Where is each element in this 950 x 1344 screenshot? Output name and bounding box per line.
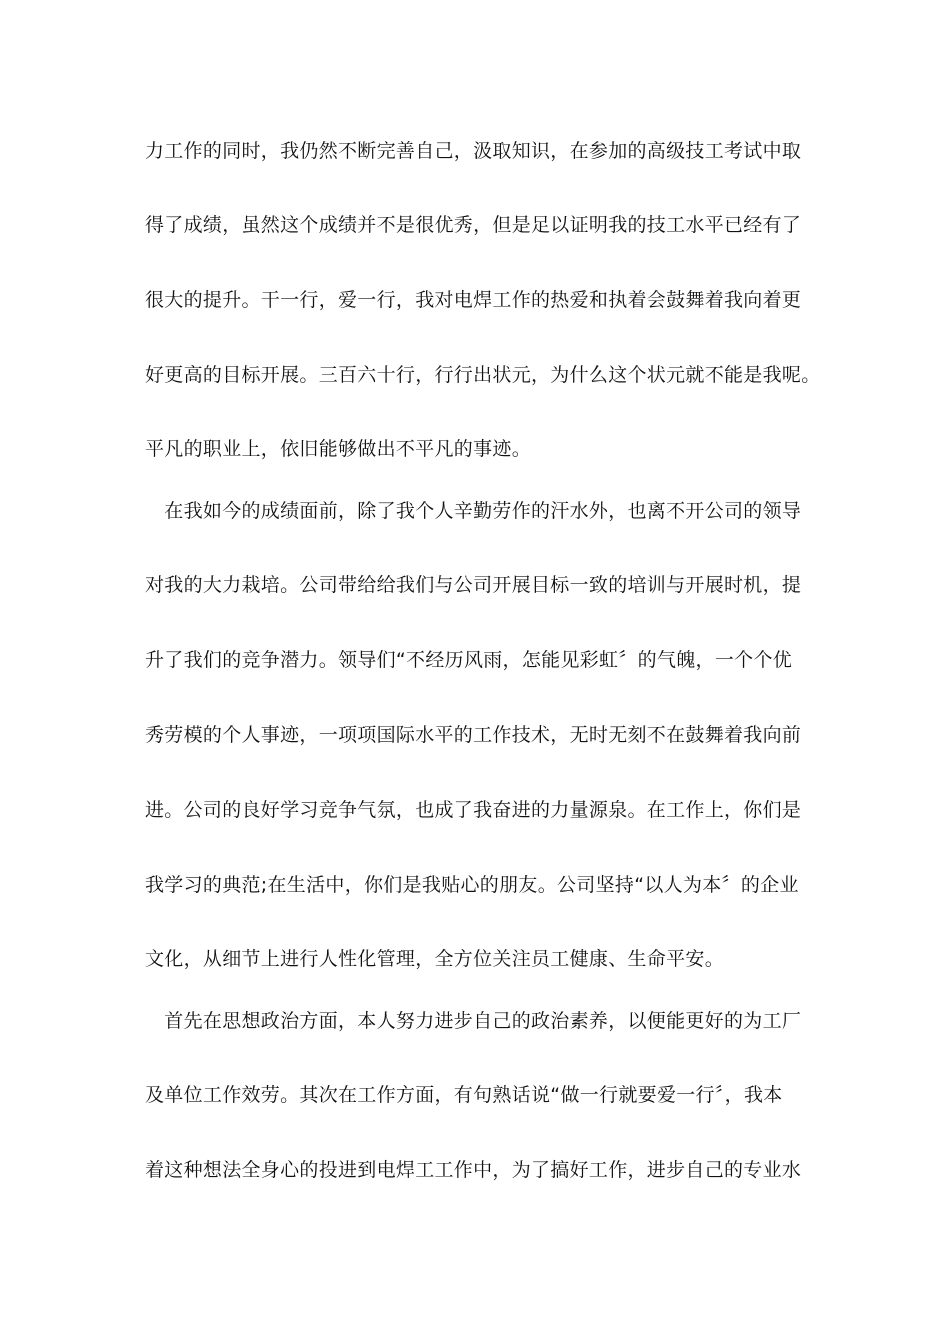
text-line: 进。公司的良好学习竞争气氛，也成了我奋进的力量源泉。在工作上，你们是 xyxy=(145,799,802,821)
text-line: 很大的提升。干一行，爱一行，我对电焊工作的热爱和执着会鼓舞着我向着更 xyxy=(145,289,802,311)
text-line: 着这种想法全身心的投进到电焊工工作中，为了搞好工作，进步自己的专业水 xyxy=(145,1159,802,1181)
text-line: 在我如今的成绩面前，除了我个人辛勤劳作的汗水外，也离不开公司的领导 xyxy=(145,500,802,522)
text-line: 秀劳模的个人事迹，一项项国际水平的工作技术，无时无刻不在鼓舞着我向前 xyxy=(145,724,802,746)
text-line: 得了成绩，虽然这个成绩并不是很优秀，但是足以证明我的技工水平已经有了 xyxy=(145,214,802,236)
text-line: 及单位工作效劳。其次在工作方面，有句熟话说“做一行就要爱一行〞，我本 xyxy=(145,1084,783,1106)
text-line: 力工作的同时，我仍然不断完善自己，汲取知识，在参加的高级技工考试中取 xyxy=(145,140,802,162)
text-line: 我学习的典范;在生活中，你们是我贴心的朋友。公司坚持“以人为本〞的企业 xyxy=(145,874,799,896)
text-line: 对我的大力栽培。公司带给给我们与公司开展目标一致的培训与开展时机，提 xyxy=(145,574,802,596)
text-line: 首先在思想政治方面，本人努力进步自己的政治素养，以便能更好的为工厂 xyxy=(145,1010,802,1032)
text-line: 文化，从细节上进行人性化管理，全方位关注员工健康、生命平安。 xyxy=(145,948,725,970)
text-line: 平凡的职业上，依旧能够做出不平凡的事迹。 xyxy=(145,438,532,460)
text-line: 好更高的目标开展。三百六十行，行行出状元，为什么这个状元就不能是我呢。 xyxy=(145,364,821,386)
text-line: 升了我们的竞争潜力。领导们“不经历风雨，怎能见彩虹〞的气魄，一个个优 xyxy=(145,649,793,671)
